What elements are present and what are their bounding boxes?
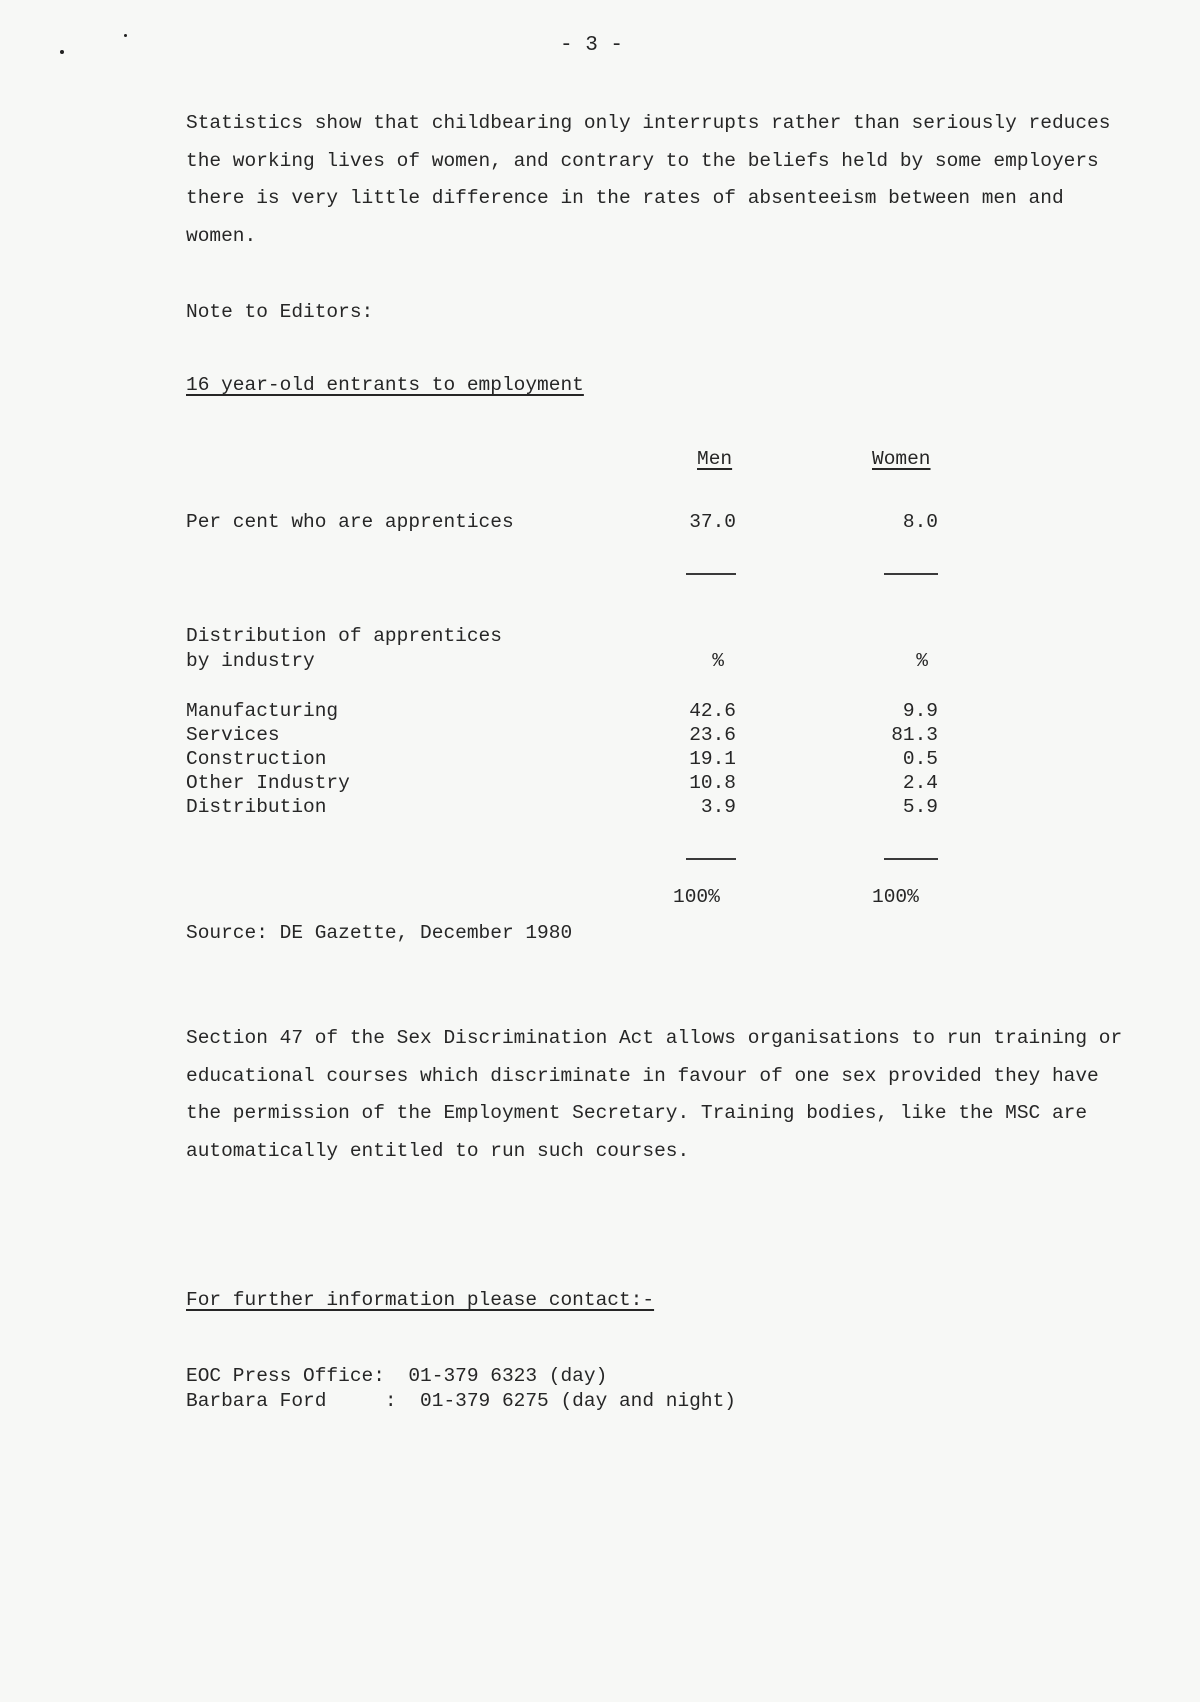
industry-women-value: 5.9 xyxy=(902,796,938,818)
industry-men-value: 3.9 xyxy=(700,796,736,818)
column-header-women: Women xyxy=(872,448,931,470)
page-number: - 3 - xyxy=(560,34,624,57)
industry-men-value: 19.1 xyxy=(689,748,736,770)
industry-women-value: 0.5 xyxy=(902,748,938,770)
distribution-label-line-2: by industry xyxy=(186,650,315,672)
total-rule-men xyxy=(686,858,736,860)
table-source: Source: DE Gazette, December 1980 xyxy=(186,922,573,944)
industry-label: Other Industry xyxy=(186,772,350,794)
industry-men-value: 42.6 xyxy=(689,700,736,722)
total-rule-women xyxy=(884,858,938,860)
industry-label: Distribution xyxy=(186,796,327,818)
contact-heading: For further information please contact:- xyxy=(186,1289,655,1311)
contact-line-press-office: EOC Press Office: 01-379 6323 (day) xyxy=(186,1365,608,1387)
table-title: 16 year-old entrants to employment xyxy=(186,374,584,396)
unit-men: % xyxy=(712,650,724,672)
paragraph-absenteeism: Statistics show that childbearing only interrupts rather than seriously reduces the working lives of women, and contrary to the beliefs held by some employers there is very little difference in the rates of absenteeism between men and women. xyxy=(186,112,1111,247)
contact-line-barbara-ford: Barbara Ford : 01-379 6275 (day and night) xyxy=(186,1390,736,1412)
industry-women-value: 2.4 xyxy=(902,772,938,794)
industry-label: Construction xyxy=(186,748,327,770)
industry-men-value: 23.6 xyxy=(689,724,736,746)
apprentices-women-value: 8.0 xyxy=(902,511,938,533)
industry-women-value: 9.9 xyxy=(902,700,938,722)
total-women: 100% xyxy=(872,886,919,908)
paragraph-section-47: Section 47 of the Sex Discrimination Act allows organisations to run training or educational courses which discriminate in favour of one sex provided they have the permission of the Employment Secretary. Training bodies, like the MSC are automatically entitled to run such courses. xyxy=(186,1027,1123,1162)
subtotal-rule-men xyxy=(686,573,736,575)
scan-mark xyxy=(124,34,127,37)
apprentices-men-value: 37.0 xyxy=(689,511,736,533)
column-header-men: Men xyxy=(697,448,733,470)
industry-label: Manufacturing xyxy=(186,700,339,722)
distribution-label-line-1: Distribution of apprentices xyxy=(186,625,502,647)
industry-women-value: 81.3 xyxy=(891,724,938,746)
scan-mark xyxy=(60,50,64,54)
apprentices-label: Per cent who are apprentices xyxy=(186,511,514,533)
industry-men-value: 10.8 xyxy=(689,772,736,794)
note-heading: Note to Editors: xyxy=(186,301,374,323)
total-men: 100% xyxy=(673,886,720,908)
industry-label: Services xyxy=(186,724,280,746)
subtotal-rule-women xyxy=(884,573,938,575)
unit-women: % xyxy=(916,650,928,672)
